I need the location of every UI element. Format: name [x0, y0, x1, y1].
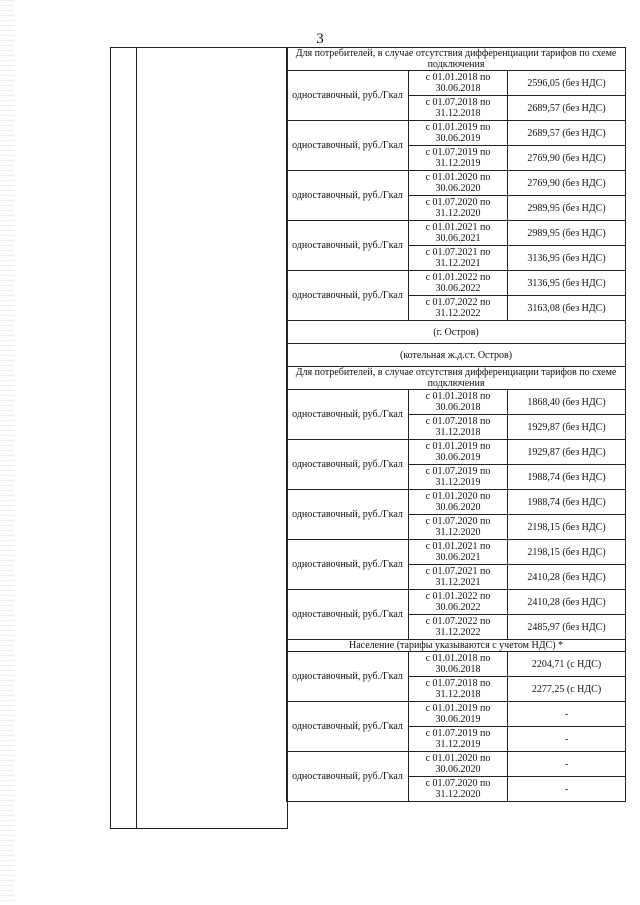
tariff-period: с 01.01.2022 по 30.06.2022 [409, 590, 508, 615]
tariff-row [287, 221, 626, 246]
scan-edge-noise [0, 0, 14, 905]
tariff-period: с 01.01.2020 по 30.06.2020 [409, 490, 508, 515]
tariff-value: 2198,15 (без НДС) [508, 515, 626, 540]
tariff-value: - [508, 752, 626, 777]
section-header-row [287, 367, 626, 390]
tariff-kind: одноставочный, руб./Гкал [287, 121, 409, 171]
tariff-value: 2769,90 (без НДС) [508, 146, 626, 171]
tariff-kind: одноставочный, руб./Гкал [287, 652, 409, 702]
tariff-kind: одноставочный, руб./Гкал [287, 71, 409, 121]
tariff-period: с 01.07.2022 по 31.12.2022 [409, 296, 508, 321]
tariff-value: 3136,95 (без НДС) [508, 246, 626, 271]
tariff-table [286, 47, 626, 802]
tariff-value: - [508, 777, 626, 802]
location-row [287, 321, 626, 344]
tariff-value: 2689,57 (без НДС) [508, 121, 626, 146]
tariff-row [287, 440, 626, 465]
tariff-period: с 01.01.2021 по 30.06.2021 [409, 540, 508, 565]
tariff-kind: одноставочный, руб./Гкал [287, 440, 409, 490]
tariff-kind: одноставочный, руб./Гкал [287, 171, 409, 221]
tariff-value: - [508, 702, 626, 727]
empty-name-column [136, 47, 288, 829]
tariff-value: 2989,95 (без НДС) [508, 221, 626, 246]
tariff-period: с 01.01.2021 по 30.06.2021 [409, 221, 508, 246]
tariff-period: с 01.07.2018 по 31.12.2018 [409, 677, 508, 702]
section-header-row [287, 640, 626, 652]
tariff-period: с 01.01.2022 по 30.06.2022 [409, 271, 508, 296]
tariff-value: 2204,71 (с НДС) [508, 652, 626, 677]
tariff-period: с 01.01.2019 по 30.06.2019 [409, 121, 508, 146]
tariff-value: 1929,87 (без НДС) [508, 440, 626, 465]
tariff-period: с 01.07.2020 по 31.12.2020 [409, 196, 508, 221]
tariff-value: 3163,08 (без НДС) [508, 296, 626, 321]
page-number: 3 [316, 31, 324, 47]
section-header: Население (тарифы указываются с учетом НДС) * [287, 640, 626, 652]
tariff-period: с 01.07.2021 по 31.12.2021 [409, 565, 508, 590]
tariff-value: 1868,40 (без НДС) [508, 390, 626, 415]
tariff-value: 2198,15 (без НДС) [508, 540, 626, 565]
tariff-period: с 01.07.2022 по 31.12.2022 [409, 615, 508, 640]
tariff-value: 2410,28 (без НДС) [508, 565, 626, 590]
tariff-period: с 01.01.2018 по 30.06.2018 [409, 71, 508, 96]
tariff-row [287, 490, 626, 515]
location-label: (г. Остров) [287, 321, 626, 344]
tariff-period: с 01.07.2018 по 31.12.2018 [409, 96, 508, 121]
section-header-row [287, 48, 626, 71]
tariff-kind: одноставочный, руб./Гкал [287, 590, 409, 640]
tariff-kind: одноставочный, руб./Гкал [287, 271, 409, 321]
tariff-value: - [508, 727, 626, 752]
location-row [287, 344, 626, 367]
tariff-period: с 01.07.2018 по 31.12.2018 [409, 415, 508, 440]
location-label: (котельная ж.д.ст. Остров) [287, 344, 626, 367]
tariff-period: с 01.01.2018 по 30.06.2018 [409, 652, 508, 677]
tariff-value: 1988,74 (без НДС) [508, 490, 626, 515]
section-header: Для потребителей, в случае отсутствия дифференциации тарифов по схеме подключения [287, 367, 626, 390]
tariff-kind: одноставочный, руб./Гкал [287, 221, 409, 271]
tariff-period: с 01.07.2020 по 31.12.2020 [409, 777, 508, 802]
tariff-value: 3136,95 (без НДС) [508, 271, 626, 296]
tariff-period: с 01.01.2020 по 30.06.2020 [409, 752, 508, 777]
tariff-row [287, 652, 626, 677]
tariff-value: 2277,25 (с НДС) [508, 677, 626, 702]
tariff-row [287, 171, 626, 196]
tariff-value: 2689,57 (без НДС) [508, 96, 626, 121]
tariff-value: 2596,05 (без НДС) [508, 71, 626, 96]
tariff-period: с 01.01.2020 по 30.06.2020 [409, 171, 508, 196]
tariff-period: с 01.07.2019 по 31.12.2019 [409, 146, 508, 171]
tariff-row [287, 121, 626, 146]
tariff-period: с 01.07.2019 по 31.12.2019 [409, 465, 508, 490]
tariff-period: с 01.01.2019 по 30.06.2019 [409, 702, 508, 727]
tariff-period: с 01.01.2019 по 30.06.2019 [409, 440, 508, 465]
left-frame-column [110, 47, 137, 829]
tariff-value: 2410,28 (без НДС) [508, 590, 626, 615]
tariff-row [287, 540, 626, 565]
tariff-value: 2989,95 (без НДС) [508, 196, 626, 221]
tariff-row [287, 702, 626, 727]
tariff-value: 1929,87 (без НДС) [508, 415, 626, 440]
tariff-period: с 01.07.2019 по 31.12.2019 [409, 727, 508, 752]
section-header: Для потребителей, в случае отсутствия дифференциации тарифов по схеме подключения [287, 48, 626, 71]
tariff-kind: одноставочный, руб./Гкал [287, 752, 409, 802]
tariff-value: 1988,74 (без НДС) [508, 465, 626, 490]
tariff-kind: одноставочный, руб./Гкал [287, 490, 409, 540]
tariff-row [287, 390, 626, 415]
tariff-row [287, 752, 626, 777]
tariff-period: с 01.07.2021 по 31.12.2021 [409, 246, 508, 271]
tariff-period: с 01.07.2020 по 31.12.2020 [409, 515, 508, 540]
tariff-kind: одноставочный, руб./Гкал [287, 540, 409, 590]
tariff-row [287, 271, 626, 296]
tariff-value: 2485,97 (без НДС) [508, 615, 626, 640]
tariff-kind: одноставочный, руб./Гкал [287, 702, 409, 752]
tariff-kind: одноставочный, руб./Гкал [287, 390, 409, 440]
tariff-period: с 01.01.2018 по 30.06.2018 [409, 390, 508, 415]
tariff-value: 2769,90 (без НДС) [508, 171, 626, 196]
tariff-row [287, 71, 626, 96]
tariff-row [287, 590, 626, 615]
tariff-table-body [287, 48, 626, 802]
